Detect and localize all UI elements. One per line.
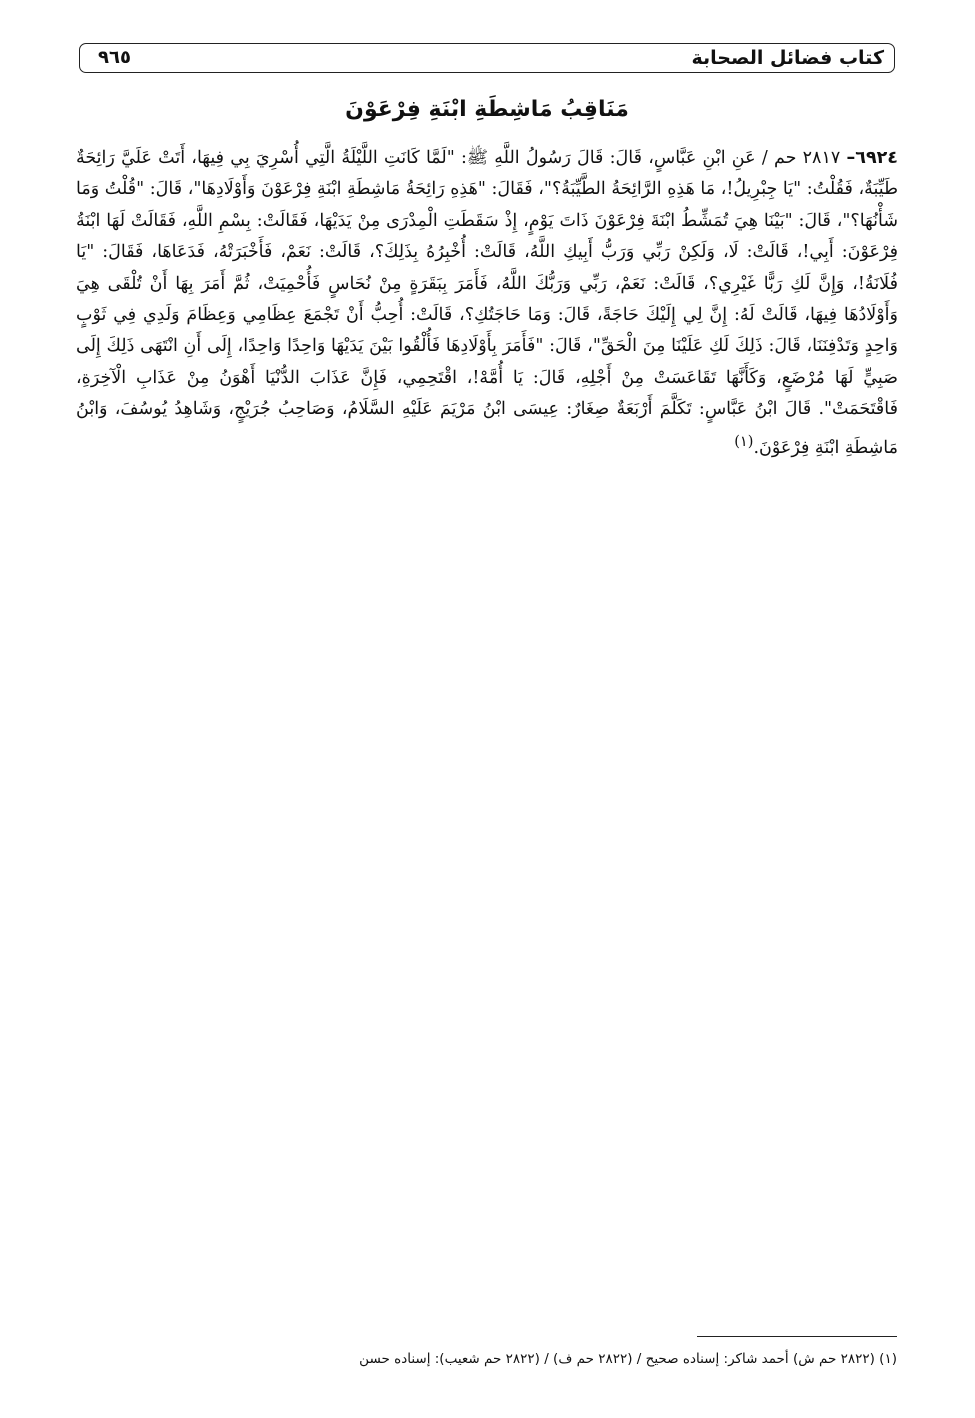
book-title: كتاب فضائل الصحابة [691,46,884,69]
footnote: (١) (٢٨٢٢ حم ش) أحمد شاكر: إسناده صحيح / (٢٨٢٢ حم ف) / (٢٨٢٢ حم شعيب): إسناده حسن [359,1351,897,1367]
hadith-text: عَنِ ابْنِ عَبَّاسٍ، قَالَ: قَالَ رَسُولُ اللَّهِ ﷺ: "لَمَّا كَانَتِ اللَّيْلَةُ الَّتِي أُسْرِيَ بِي فِيهَا، أَتَتْ عَلَيَّ رَائِحَةٌ طَيِّبَةٌ، فَقُلْتُ: "يَا جِبْرِيلُ!، مَا هَذِهِ الرَّائِحَةُ الطَّيِّبَةُ؟"، فَقَالَ: "هَذِهِ رَائِحَةُ مَاشِطَةِ ابْنَةِ فِرْعَوْنَ وَأَوْلَادِهَا"، قَالَ: "قُلْتُ وَمَا شَأْنُهَا؟"، قَالَ: "بَيْنَا هِيَ تُمَشِّطُ ابْنَةَ فِرْعَوْنَ ذَاتَ يَوْمٍ، إِذْ سَقَطَتِ الْمِدْرَى مِنْ يَدَيْهَا، فَقَالَتْ: بِسْمِ اللَّهِ، فَقَالَتْ لَهَا ابْنَةُ فِرْعَوْنَ: أَبِي!، قَالَتْ: لَا، وَلَكِنْ رَبِّي وَرَبُّ أَبِيكِ اللَّهُ، قَالَتْ: أُخْبِرُهُ بِذَلِكَ؟، قَالَتْ: نَعَمْ، فَأَخْبَرَتْهُ، فَدَعَاهَا، فَقَالَ: "يَا فُلَانَةُ!، وَإِنَّ لَكِ رَبًّا غَيْرِي؟، قَالَتْ: نَعَمْ، رَبِّي وَرَبُّكَ اللَّهُ، فَأَمَرَ بِبَقَرَةٍ مِنْ نُحَاسٍ فَأُحْمِيَتْ، ثُمَّ أَمَرَ بِهَا أَنْ تُلْقَى هِيَ وَأَوْلَادُهَا فِيهَا، قَالَتْ لَهُ: إِنَّ لِي إِلَيْكَ حَاجَةً، قَالَ: وَمَا حَاجَتُكِ؟، قَالَتْ: أُحِبُّ أَنْ تَجْمَعَ عِظَامِي وَعِظَامَ وَلَدِي فِي ثَوْبٍ وَاحِدٍ وَتَدْفِنَنَا، قَالَ: ذَلِكَ لَكِ عَلَيْنَا مِنَ الْحَقِّ"، قَالَ: "فَأَمَرَ بِأَوْلَادِهَا فَأُلْقُوا بَيْنَ يَدَيْهَا وَاحِدًا وَاحِدًا، إِلَى أَنِ انْتَهَى ذَلِكَ إِلَى صَبِيٍّ لَهَا مُرْضَعٍ، وَكَأَنَّهَا تَقَاعَسَتْ مِنْ أَجْلِهِ، قَالَ: يَا أُمَّهْ!، اقْتَحِمِي، فَإِنَّ عَذَابَ الدُّنْيَا أَهْوَنُ مِنْ عَذَابِ الْآخِرَةِ، فَاقْتَحَمَتْ". قَالَ ابْنُ عَبَّاسٍ: تَكَلَّمَ أَرْبَعَةٌ صِغَارٌ: عِيسَى ابْنُ مَرْيَمَ عَلَيْهِ السَّلَامُ، وَصَاحِبُ جُرَيْجٍ، وَشَاهِدُ يُوسُفَ، وَابْنُ مَاشِطَةِ ابْنَةِ فِرْعَوْنَ. [76,148,898,458]
hadith-number: ٦٩٢٤– [846,148,898,168]
footnote-divider [697,1336,897,1337]
hadith-paragraph [76,143,898,464]
section-title: مَنَاقِبُ مَاشِطَةِ ابْنَةِ فِرْعَوْنَ [345,97,629,122]
page-header [79,43,895,73]
footnote-ref: (١) [734,432,754,450]
page-number: ٩٦٥ [98,47,131,68]
hadith-reference: ٢٨١٧ حم / [761,148,841,168]
